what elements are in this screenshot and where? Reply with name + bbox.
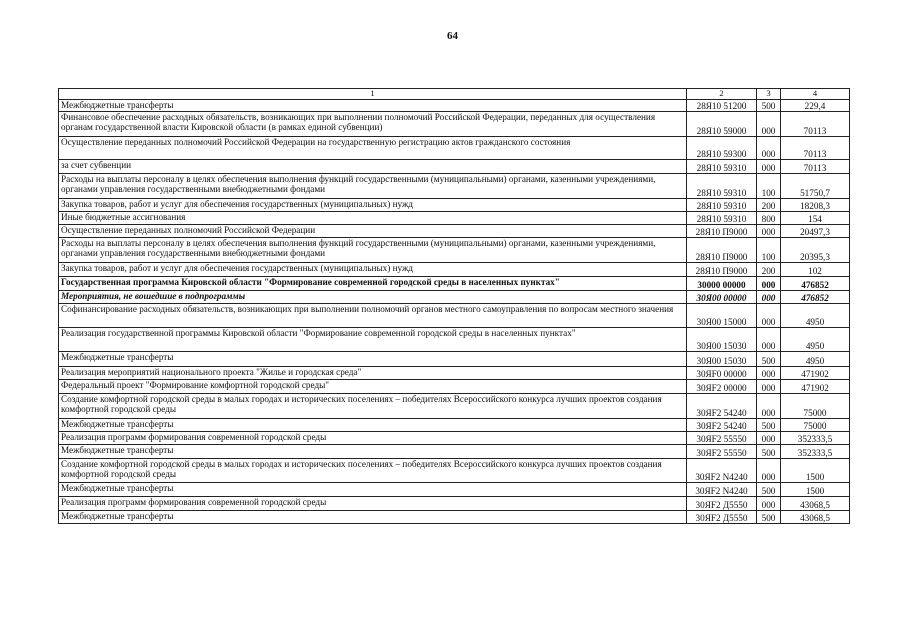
table-row xyxy=(59,263,850,277)
row-type-cell: 000 xyxy=(757,432,781,445)
row-amount-cell: 43068,5 xyxy=(781,497,850,511)
row-code-cell: 28Я10 59310 xyxy=(687,212,757,225)
table-row xyxy=(59,497,850,511)
row-name-cell: Финансовое обеспечение расходных обязательств, возникающих при выполнении полномочий Российской Федерации, переданных для осуществления органам государственной власти Кировской области (в рамках единой субвенции) xyxy=(59,112,687,137)
table-row xyxy=(59,199,850,212)
row-code-cell: 28Я10 59310 xyxy=(687,199,757,212)
row-code-cell: 30Я00 15030 xyxy=(687,328,757,352)
row-type-cell: 000 xyxy=(757,459,781,483)
row-code-cell: 30ЯF0 00000 xyxy=(687,367,757,380)
row-type-cell: 000 xyxy=(757,225,781,238)
table-row xyxy=(59,225,850,238)
row-type-cell: 000 xyxy=(757,380,781,394)
row-amount-cell: 471902 xyxy=(781,367,850,380)
row-amount-cell: 70113 xyxy=(781,112,850,137)
table-row xyxy=(59,100,850,112)
row-code-cell: 30ЯF2 54240 xyxy=(687,394,757,419)
row-name-cell: Межбюджетные трансферты xyxy=(59,483,687,497)
table-row xyxy=(59,352,850,367)
row-code-cell: 30ЯF2 N4240 xyxy=(687,459,757,483)
budget-table xyxy=(58,88,850,524)
column-header-1: 1 xyxy=(59,89,687,100)
row-type-cell: 500 xyxy=(757,352,781,367)
row-amount-cell: 352333,5 xyxy=(781,432,850,445)
row-type-cell: 000 xyxy=(757,160,781,174)
row-name-cell: Иные бюджетные ассигнования xyxy=(59,212,687,225)
row-type-cell: 500 xyxy=(757,419,781,432)
table-row xyxy=(59,367,850,380)
row-type-cell: 100 xyxy=(757,174,781,199)
row-type-cell: 200 xyxy=(757,263,781,277)
row-amount-cell: 1500 xyxy=(781,459,850,483)
table-row xyxy=(59,445,850,459)
row-type-cell: 000 xyxy=(757,137,781,160)
row-type-cell: 100 xyxy=(757,238,781,263)
column-header-4: 4 xyxy=(781,89,850,100)
row-type-cell: 000 xyxy=(757,497,781,511)
row-amount-cell: 4950 xyxy=(781,304,850,328)
table-row xyxy=(59,112,850,137)
table-row xyxy=(59,432,850,445)
row-code-cell: 30Я00 15030 xyxy=(687,352,757,367)
table-row xyxy=(59,238,850,263)
row-code-cell: 30ЯF2 55550 xyxy=(687,432,757,445)
row-name-cell: Реализация мероприятий национального проекта "Жилье и городская среда" xyxy=(59,367,687,380)
row-name-cell: Осуществление переданных полномочий Российской Федерации на государственную регистрацию актов гражданского состояния xyxy=(59,137,687,160)
row-code-cell: 28Я10 59300 xyxy=(687,137,757,160)
table-row xyxy=(59,212,850,225)
row-name-cell: Софинансирование расходных обязательств, возникающих при выполнении полномочий органов местного самоуправления по вопросам местного значения xyxy=(59,304,687,328)
row-name-cell: Закупка товаров, работ и услуг для обеспечения государственных (муниципальных) нужд xyxy=(59,263,687,277)
row-name-cell: Создание комфортной городской среды в малых городах и исторических поселениях – победителях Всероссийского конкурса лучших проектов создания комфортной городской среды xyxy=(59,459,687,483)
row-amount-cell: 20395,3 xyxy=(781,238,850,263)
row-name-cell: Межбюджетные трансферты xyxy=(59,445,687,459)
row-amount-cell: 476852 xyxy=(781,291,850,304)
row-name-cell: Межбюджетные трансферты xyxy=(59,100,687,112)
row-name-cell: Реализация государственной программы Кировской области "Формирование современной городской среды в населенных пунктах" xyxy=(59,328,687,352)
row-amount-cell: 1500 xyxy=(781,483,850,497)
row-amount-cell: 75000 xyxy=(781,394,850,419)
row-name-cell: Межбюджетные трансферты xyxy=(59,511,687,524)
row-code-cell: 30ЯF2 00000 xyxy=(687,380,757,394)
row-amount-cell: 102 xyxy=(781,263,850,277)
table-row xyxy=(59,394,850,419)
row-type-cell: 000 xyxy=(757,328,781,352)
row-amount-cell: 154 xyxy=(781,212,850,225)
row-code-cell: 28Я10 П9000 xyxy=(687,225,757,238)
row-name-cell: Межбюджетные трансферты xyxy=(59,352,687,367)
table-row xyxy=(59,291,850,304)
table-header-row xyxy=(59,89,850,100)
row-type-cell: 000 xyxy=(757,277,781,291)
table-row xyxy=(59,419,850,432)
row-amount-cell: 43068,5 xyxy=(781,511,850,524)
row-type-cell: 000 xyxy=(757,394,781,419)
row-code-cell: 28Я10 59310 xyxy=(687,174,757,199)
row-code-cell: 28Я10 П9000 xyxy=(687,238,757,263)
row-code-cell: 30000 00000 xyxy=(687,277,757,291)
row-type-cell: 000 xyxy=(757,112,781,137)
row-name-cell: Реализация программ формирования современной городской среды xyxy=(59,432,687,445)
row-name-cell: Создание комфортной городской среды в малых городах и исторических поселениях – победителях Всероссийского конкурса лучших проектов создания комфортной городской среды xyxy=(59,394,687,419)
row-code-cell: 30ЯF2 Д5550 xyxy=(687,497,757,511)
row-name-cell: за счет субвенции xyxy=(59,160,687,174)
table-row xyxy=(59,511,850,524)
row-amount-cell: 4950 xyxy=(781,328,850,352)
page-number: 64 xyxy=(447,30,458,42)
table-row xyxy=(59,380,850,394)
row-code-cell: 30ЯF2 54240 xyxy=(687,419,757,432)
row-type-cell: 000 xyxy=(757,291,781,304)
row-name-cell: Осуществление переданных полномочий Российской Федерации xyxy=(59,225,687,238)
table-row xyxy=(59,483,850,497)
row-name-cell: Государственная программа Кировской области "Формирование современной городской среды в населенных пунктах" xyxy=(59,277,687,291)
row-code-cell: 28Я10 П9000 xyxy=(687,263,757,277)
row-amount-cell: 229,4 xyxy=(781,100,850,112)
row-name-cell: Реализация программ формирования современной городской среды xyxy=(59,497,687,511)
row-amount-cell: 352333,5 xyxy=(781,445,850,459)
row-type-cell: 500 xyxy=(757,511,781,524)
row-type-cell: 800 xyxy=(757,212,781,225)
row-name-cell: Расходы на выплаты персоналу в целях обеспечения выполнения функций государственными (муниципальными) органами, казенными учреждениями, органами управления государственными внебюджетными фондами xyxy=(59,238,687,263)
column-header-2: 2 xyxy=(687,89,757,100)
row-amount-cell: 476852 xyxy=(781,277,850,291)
table-row xyxy=(59,174,850,199)
table-row xyxy=(59,277,850,291)
row-amount-cell: 20497,3 xyxy=(781,225,850,238)
row-code-cell: 30ЯF2 55550 xyxy=(687,445,757,459)
table-row xyxy=(59,459,850,483)
row-amount-cell: 75000 xyxy=(781,419,850,432)
row-code-cell: 30ЯF2 N4240 xyxy=(687,483,757,497)
row-code-cell: 30ЯF2 Д5550 xyxy=(687,511,757,524)
row-type-cell: 000 xyxy=(757,304,781,328)
row-type-cell: 200 xyxy=(757,199,781,212)
row-type-cell: 500 xyxy=(757,483,781,497)
row-amount-cell: 471902 xyxy=(781,380,850,394)
row-type-cell: 500 xyxy=(757,100,781,112)
row-amount-cell: 70113 xyxy=(781,160,850,174)
table-row xyxy=(59,304,850,328)
row-amount-cell: 70113 xyxy=(781,137,850,160)
row-type-cell: 500 xyxy=(757,445,781,459)
row-code-cell: 28Я10 59000 xyxy=(687,112,757,137)
row-amount-cell: 18208,3 xyxy=(781,199,850,212)
row-amount-cell: 4950 xyxy=(781,352,850,367)
row-name-cell: Федеральный проект "Формирование комфортной городской среды" xyxy=(59,380,687,394)
row-code-cell: 30Я00 15000 xyxy=(687,304,757,328)
row-code-cell: 30Я00 00000 xyxy=(687,291,757,304)
table-row xyxy=(59,137,850,160)
row-name-cell: Расходы на выплаты персоналу в целях обеспечения выполнения функций государственными (муниципальными) органами, казенными учреждениями, органами управления государственными внебюджетными фондами xyxy=(59,174,687,199)
row-amount-cell: 51750,7 xyxy=(781,174,850,199)
column-header-3: 3 xyxy=(757,89,781,100)
row-code-cell: 28Я10 51200 xyxy=(687,100,757,112)
row-code-cell: 28Я10 59310 xyxy=(687,160,757,174)
table-row xyxy=(59,160,850,174)
row-name-cell: Закупка товаров, работ и услуг для обеспечения государственных (муниципальных) нужд xyxy=(59,199,687,212)
row-name-cell: Мероприятия, не вошедшие в подпрограммы xyxy=(59,291,687,304)
row-name-cell: Межбюджетные трансферты xyxy=(59,419,687,432)
row-type-cell: 000 xyxy=(757,367,781,380)
table-row xyxy=(59,328,850,352)
